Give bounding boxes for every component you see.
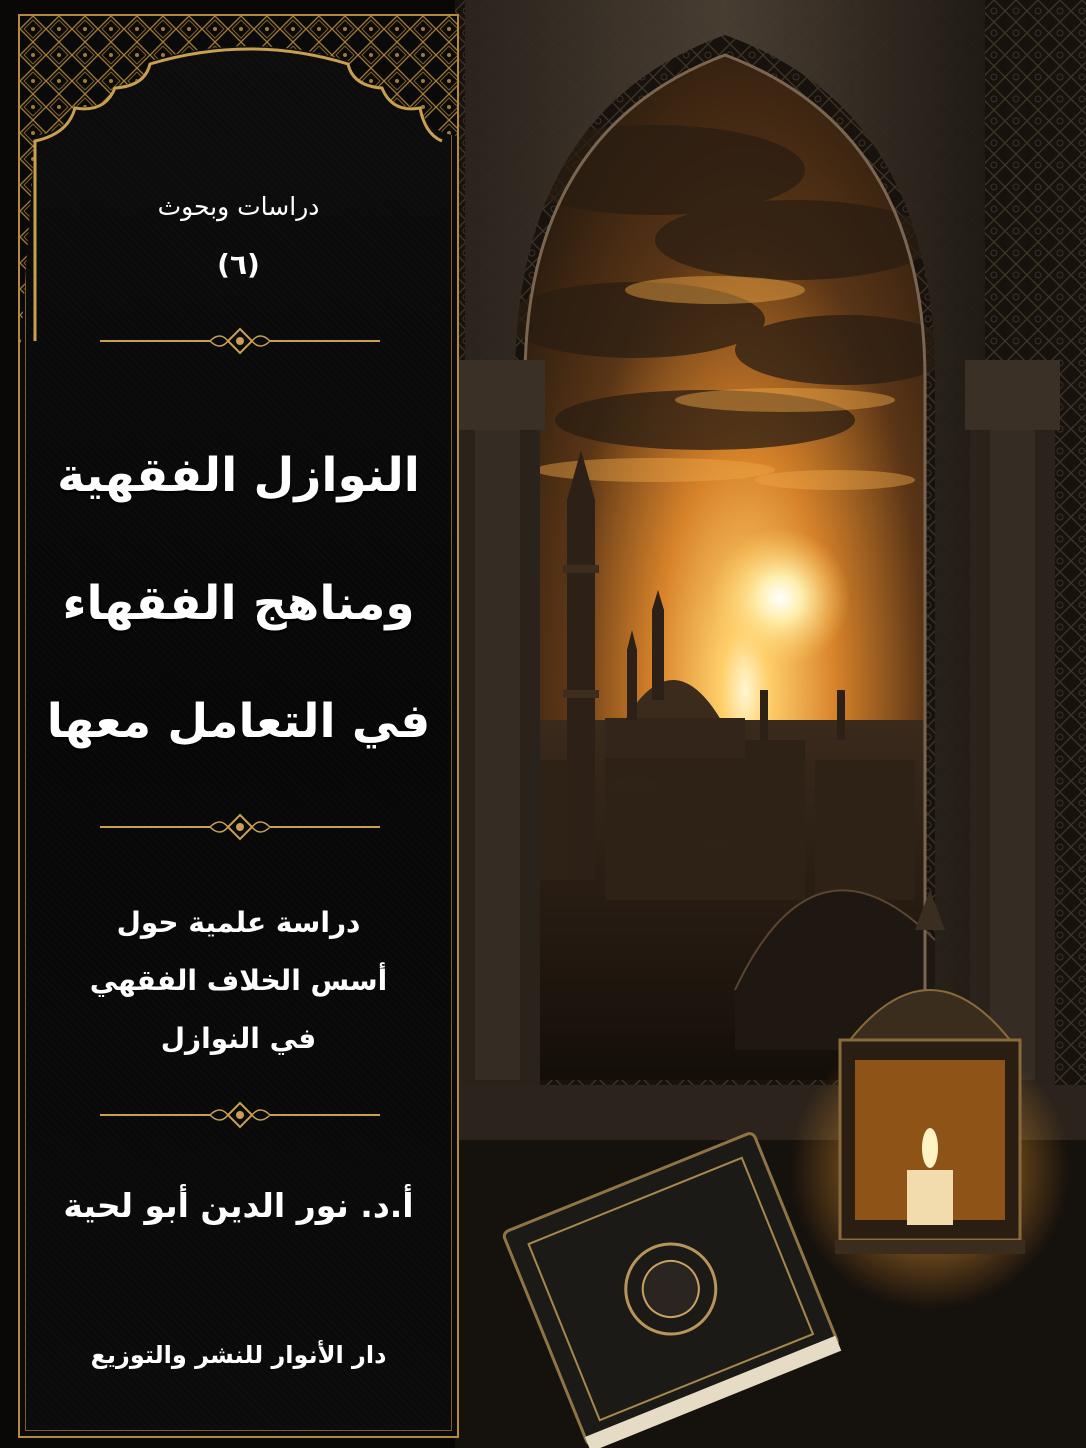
title-line-2: ومناهج الفقهاء bbox=[62, 576, 415, 631]
publisher-name: دار الأنوار للنشر والتوزيع bbox=[90, 1341, 387, 1369]
author-name: أ.د. نور الدين أبو لحية bbox=[63, 1186, 414, 1225]
ornament-divider bbox=[100, 812, 380, 842]
subtitle-line-3: في النوازل bbox=[160, 1022, 317, 1055]
subtitle-line-1: دراسة علمية حول bbox=[116, 906, 361, 939]
title-line-3: في التعامل معها bbox=[46, 694, 431, 749]
title-panel bbox=[18, 14, 459, 1438]
ornament-divider bbox=[100, 1100, 380, 1130]
ornament-divider bbox=[100, 326, 380, 356]
mosque-window-illustration bbox=[455, 0, 1086, 1448]
subtitle-line-2: أسس الخلاف الفقهي bbox=[89, 964, 388, 997]
cover-artwork bbox=[455, 0, 1086, 1448]
lattice-arch-ornament bbox=[20, 16, 457, 356]
series-number: (٦) bbox=[217, 248, 260, 281]
title-line-1: النوازل الفقهية bbox=[57, 448, 420, 503]
series-name: دراسات وبحوث bbox=[157, 192, 320, 221]
